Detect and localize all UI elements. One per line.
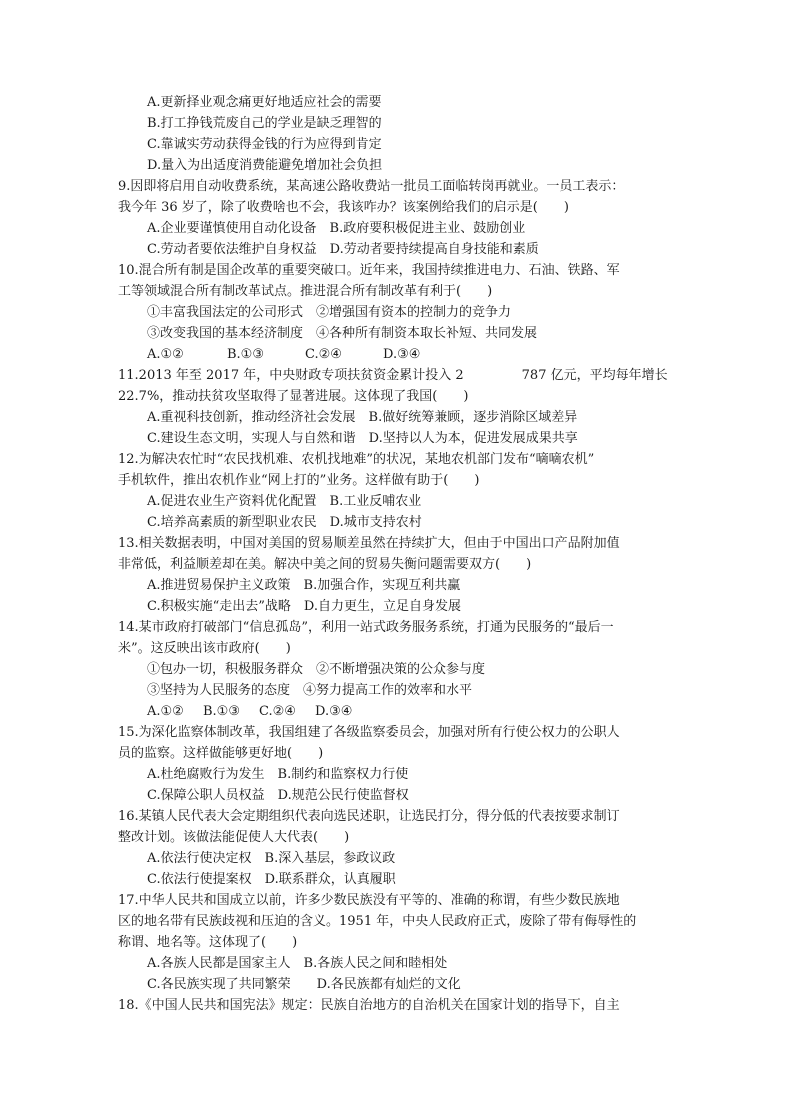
q12-stem-line-1: 12.为解决农忙时“农民找机难、农机找地难”的状况，某地农机部门发布“嘀嘀农机”: [118, 452, 595, 467]
q12-options-cd: C.培养高素质的新型职业农民 D.城市支持农村: [147, 515, 422, 530]
q17-stem-line-1: 17.中华人民共和国成立以前，许多少数民族没有平等的、准确的称谓，有些少数民族地: [118, 893, 620, 908]
q14-items-34: ③坚持为人民服务的态度 ④努力提高工作的效率和水平: [147, 683, 473, 698]
exam-page: [118, 92, 678, 1016]
q9-stem-line-2: 我今年 36 岁了，除了收费啥也不会，我该咋办？该案例给我们的启示是( ): [118, 200, 569, 215]
q17-stem-line-2: 区的地名带有民族歧视和压迫的含义。1951 年，中央人民政府正式，废除了带有侮辱性的: [118, 914, 637, 929]
q9-options-ab: A.企业要谨慎使用自动化设备 B.政府要积极促进主业、鼓励创业: [147, 221, 526, 236]
q16-options-ab: A.依法行使决定权 B.深入基层，参政议政: [147, 851, 396, 866]
q11-options-ab: A.重视科技创新，推动经济社会发展 B.做好统筹兼顾，逐步消除区域差异: [147, 410, 578, 425]
q10-stem-line-2: 工等领域混合所有制改革试点。推进混合所有制改革有利于( ): [118, 284, 493, 299]
q16-stem-line-2: 整改计划。该做法能促使人大代表( ): [118, 830, 350, 845]
q13-options-ab: A.推进贸易保护主义政策 B.加强合作，实现互利共赢: [147, 578, 461, 593]
q10-choice-c: C.②④: [305, 347, 342, 362]
q12-stem-line-2: 手机软件，推出农机作业“网上打的”业务。这样做有助于( ): [118, 473, 480, 488]
q10-items-34: ③改变我国的基本经济制度 ④各种所有制资本取长补短、共同发展: [147, 326, 538, 341]
q14-choices: [118, 701, 678, 722]
q14-stem-line-1: 14.某市政府打破部门“信息孤岛”，利用一站式政务服务系统，打通为民服务的“最后一: [118, 620, 614, 635]
q10-choice-d: D.③④: [383, 347, 421, 362]
q14-stem-line-2: 米”。这反映出该市政府( ): [118, 641, 291, 656]
q8-option-b: B.打工挣钱荒废自己的学业是缺乏理智的: [147, 116, 382, 131]
q13-options-cd: C.积极实施“走出去”战略 D.自力更生，立足自身发展: [147, 599, 461, 614]
q10-stem-line-1: 10.混合所有制是国企改革的重要突破口。近年来，我国持续推进电力、石油、铁路、军: [118, 263, 620, 278]
q10-items-12: ①丰富我国法定的公司形式 ②增强国有资本的控制力的竞争力: [147, 305, 512, 320]
q11-stem-line-2: 22.7%，推动扶贫攻坚取得了显著进展。这体现了我国( ): [118, 389, 469, 404]
q14-choice-a: A.①②: [147, 704, 184, 719]
q15-options-cd: C.保障公职人员权益 D.规范公民行使监督权: [147, 788, 409, 803]
q13-stem-line-1: 13.相关数据表明，中国对美国的贸易顺差虽然在持续扩大，但由于中国出口产品附加值: [118, 536, 620, 551]
q14-choice-b: B.①③: [203, 704, 240, 719]
q18-stem-line-1: 18.《中国人民共和国宪法》规定：民族自治地方的自治机关在国家计划的指导下，自主: [118, 998, 620, 1013]
q10-choices: [118, 344, 678, 365]
q13-stem-line-2: 非常低，利益顺差却在美。解决中美之间的贸易失衡问题需要双方( ): [118, 557, 532, 572]
q14-items-12: ①包办一切，积极服务群众 ②不断增强决策的公众参与度: [147, 662, 486, 677]
q11-stem-end: 787 亿元，平均每年增长: [521, 368, 668, 383]
q11-stem-start: 11.2013 年至 2017 年，中央财政专项扶贫资金累计投入 2: [118, 368, 464, 383]
q8-option-a: A.更新择业观念痛更好地适应社会的需要: [147, 95, 382, 110]
q10-choice-b: B.①③: [227, 347, 264, 362]
q9-options-cd: C.劳动者要依法维护自身权益 D.劳动者要持续提高自身技能和素质: [147, 242, 539, 257]
q16-stem-line-1: 16.某镇人民代表大会定期组织代表向选民述职，让选民打分，得分低的代表按要求制订: [118, 809, 620, 824]
q8-option-d: D.量入为出适度消费能避免增加社会负担: [147, 158, 383, 173]
q15-stem-line-2: 员的监察。这样做能够更好地( ): [118, 746, 324, 761]
q9-stem-line-1: 9.因即将启用自动收费系统，某高速公路收费站一批员工面临转岗再就业。一员工表示：: [118, 179, 625, 194]
q14-choice-c: C.②④: [259, 704, 296, 719]
q11-stem-line-1: [118, 365, 678, 386]
q16-options-cd: C.依法行使提案权 D.联系群众，认真履职: [147, 872, 396, 887]
q14-choice-d: D.③④: [315, 704, 353, 719]
q17-options-ab: A.各族人民都是国家主人 B.各族人民之间和睦相处: [147, 956, 448, 971]
q10-choice-a: A.①②: [147, 347, 184, 362]
q17-stem-line-3: 称谓、地名等。这体现了( ): [118, 935, 298, 950]
q11-options-cd: C.建设生态文明，实现人与自然和谐 D.坚持以人为本，促进发展成果共享: [147, 431, 578, 446]
q15-stem-line-1: 15.为深化监察体制改革，我国组建了各级监察委员会，加强对所有行使公权力的公职人: [118, 725, 620, 740]
q15-options-ab: A.杜绝腐败行为发生 B.制约和监察权力行使: [147, 767, 409, 782]
q17-options-cd: C.各民族实现了共同繁荣 D.各民族都有灿烂的文化: [147, 977, 461, 992]
q8-option-c: C.靠诚实劳动获得金钱的行为应得到肯定: [147, 137, 382, 152]
q12-options-ab: A.促进农业生产资料优化配置 B.工业反哺农业: [147, 494, 422, 509]
